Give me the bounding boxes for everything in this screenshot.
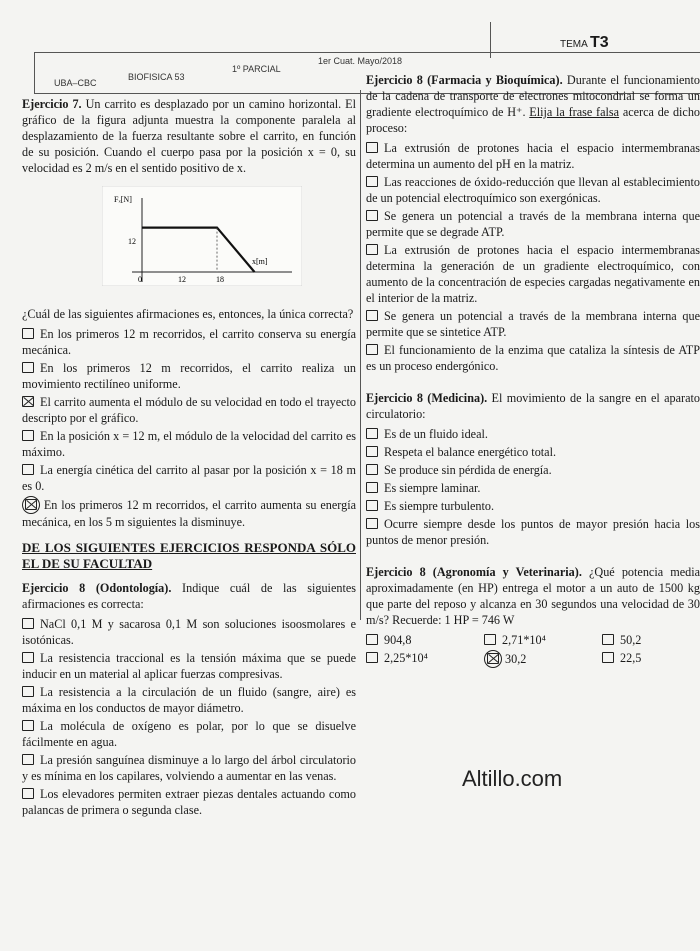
spacer [366, 376, 700, 390]
ex7-question: ¿Cuál de las siguientes afirmaciones es, entonces, la única correcta? [22, 307, 354, 321]
farmacia-option[interactable]: Se genera un potencial a través de la membrana interna que permite que se degrade ATP. [366, 209, 700, 239]
checkbox-icon[interactable] [22, 754, 34, 765]
x-tick-label-1: 12 [178, 275, 186, 284]
agro-statement: Ejercicio 8 (Agronomía y Veterinaria). ¿Qué potencia media aproximadamente (en HP) entrega el motor a un auto de 1500 kg que parte del reposo y alcanza en 30 segundos una velocidad de 30 m/s? Recuerde: 1 HP = 746 W [366, 565, 700, 627]
medicina-option[interactable]: Respeta el balance energético total. [366, 444, 700, 460]
medicina-option[interactable]: Ocurre siempre desde los puntos de mayor presión hacia los puntos de menor presión. [366, 517, 700, 547]
checkbox-icon[interactable] [366, 482, 378, 493]
header-term: 1er Cuat. Mayo/2018 [318, 56, 403, 66]
ex7-option[interactable]: La energía cinética del carrito al pasar por la posición x = 18 m es 0. [22, 463, 356, 493]
checkbox-icon[interactable] [602, 652, 614, 663]
odonto-option[interactable]: La resistencia a la circulación de un fluido (sangre, aire) es máxima en los conductos de mayor diámetro. [22, 685, 356, 715]
checkbox-icon[interactable] [366, 634, 378, 645]
y-axis-label: Fₓ[N] [114, 195, 132, 204]
agro-options [366, 632, 700, 668]
checked-box-icon[interactable] [22, 396, 34, 407]
chart-frame [102, 186, 302, 286]
odonto-statement: Ejercicio 8 (Odontología). Indique cuál de las siguientes afirmaciones es correcta: [22, 581, 356, 611]
checkbox-icon[interactable] [366, 500, 378, 511]
agro-option[interactable]: 50,2 [602, 632, 698, 648]
odonto-option[interactable]: La presión sanguínea disminuye a lo largo del árbol circulatorio y es mínima en los capilares, volviendo a aumentar en las venas. [22, 753, 356, 783]
checkbox-icon[interactable] [22, 686, 34, 697]
circled-mark-icon[interactable] [484, 650, 502, 668]
checkbox-icon[interactable] [366, 344, 378, 355]
medicina-option[interactable]: Se produce sin pérdida de energía. [366, 462, 700, 478]
ex7-option[interactable]: En los primeros 12 m recorridos, el carrito realiza un movimiento rectilíneo uniforme. [22, 361, 356, 391]
farmacia-options [366, 140, 700, 374]
odonto-option[interactable]: NaCl 0,1 M y sacarosa 0,1 M son soluciones isoosmolares e isotónicas. [22, 617, 356, 647]
ex7-option[interactable]: En la posición x = 12 m, el módulo de la velocidad del carrito es máximo. [22, 429, 356, 459]
odonto-options [22, 616, 356, 818]
y-tick-label: 12 [128, 237, 136, 246]
agro-option[interactable]: 22,5 [602, 650, 698, 668]
checkbox-icon[interactable] [484, 634, 496, 645]
farmacia-option[interactable]: La extrusión de protones hacia el espacio intermembranas determina la generación de un gradiente electroquímico, con aumento de la concentración de especies cargadas negativamente en el interior de la matriz. [366, 243, 700, 305]
x-tick-label-2: 18 [216, 275, 224, 284]
checkbox-icon[interactable] [602, 634, 614, 645]
odonto-option[interactable]: Los elevadores permiten extraer piezas dentales actuando como palancas de primera o segunda clase. [22, 787, 356, 817]
header-institution: UBA–CBC [54, 78, 97, 88]
x-axis-label: x[m] [252, 257, 268, 266]
ex7-statement: Ejercicio 7. Un carrito es desplazado por un camino horizontal. El gráfico de la figura adjunta muestra la componente paralela al desplazamiento de la fuerza resultante sobre el carrito, en función de su posición. Cuando el cuerpo pasa por la posición x = 0, su velocidad es 2 m/s en el sentido positivo de x. [22, 97, 356, 175]
medicina-statement: Ejercicio 8 (Medicina). El movimiento de la sangre en el aparato circulatorio: [366, 391, 700, 421]
section-title: DE LOS SIGUIENTES EJERCICIOS RESPONDA SÓLO EL DE SU FACULTAD [22, 540, 356, 571]
checkbox-icon[interactable] [22, 362, 34, 373]
checkbox-icon[interactable] [366, 310, 378, 321]
checkbox-icon[interactable] [22, 430, 34, 441]
circled-mark-icon[interactable] [22, 496, 40, 514]
x-tick-label-0: 0 [138, 275, 142, 284]
medicina-option[interactable]: Es siempre laminar. [366, 480, 700, 496]
checkbox-icon[interactable] [22, 618, 34, 629]
tema-label: TEMA T3 [560, 34, 609, 51]
checked-box-icon[interactable] [25, 499, 37, 510]
agro-option[interactable]: 904,8 [366, 632, 484, 648]
medicina-option[interactable]: Es siempre turbulento. [366, 498, 700, 514]
header-exam: 1º PARCIAL [232, 64, 281, 74]
farmacia-option[interactable]: Se genera un potencial a través de la membrana interna que permite que se sintetice ATP. [366, 309, 700, 339]
checkbox-icon[interactable] [366, 142, 378, 153]
ex7-option[interactable]: En los primeros 12 m recorridos, el carrito aumenta su energía mecánica, en los 5 m siguientes la disminuye. [22, 498, 356, 529]
checkbox-icon[interactable] [366, 518, 378, 529]
farmacia-option[interactable]: La extrusión de protones hacia el espacio intermembranas determina un aumento del pH en la matriz. [366, 141, 700, 171]
farmacia-statement: Ejercicio 8 (Farmacia y Bioquímica). Durante el funcionamiento de la cadena de transporte de electrones mitocondrial se forma un gradiente electroquímico de H⁺. Elija la frase falsa acerca de dicho proceso: [366, 73, 700, 135]
ex7-option[interactable]: En los primeros 12 m recorridos, el carrito conserva su energía mecánica. [22, 327, 356, 357]
checkbox-icon[interactable] [366, 428, 378, 439]
checkbox-icon[interactable] [366, 176, 378, 187]
checkbox-icon[interactable] [22, 720, 34, 731]
checkbox-icon[interactable] [22, 464, 34, 475]
agro-option[interactable]: 2,71*10⁴ [484, 632, 602, 648]
ex7-options [22, 326, 356, 530]
medicina-option[interactable]: Es de un fluido ideal. [366, 426, 700, 442]
spacer [366, 550, 700, 564]
checkbox-icon[interactable] [22, 652, 34, 663]
checkbox-icon[interactable] [22, 788, 34, 799]
watermark: Altillo.com [462, 766, 563, 791]
odonto-option[interactable]: La molécula de oxígeno es polar, por lo que se disuelve fácilmente en agua. [22, 719, 356, 749]
column-divider [360, 90, 361, 620]
checkbox-icon[interactable] [366, 446, 378, 457]
checkbox-icon[interactable] [22, 328, 34, 339]
right-column [366, 72, 700, 668]
checkbox-icon[interactable] [366, 652, 378, 663]
checkbox-icon[interactable] [366, 210, 378, 221]
medicina-options [366, 426, 700, 548]
force-position-chart [102, 186, 302, 286]
farmacia-option[interactable]: El funcionamiento de la enzima que cataliza la síntesis de ATP es un proceso endergónico. [366, 343, 700, 373]
header-subject: BIOFISICA 53 [128, 72, 185, 82]
checkbox-icon[interactable] [366, 464, 378, 475]
odonto-option[interactable]: La resistencia traccional es la tensión máxima que se puede inducir en un material al aplicar fuerzas compresivas. [22, 651, 356, 681]
checkbox-icon[interactable] [366, 244, 378, 255]
agro-option[interactable]: 30,2 [484, 650, 602, 668]
left-column [22, 96, 356, 820]
agro-option[interactable]: 2,25*10⁴ [366, 650, 484, 668]
ex7-option[interactable]: El carrito aumenta el módulo de su velocidad en todo el trayecto descripto por el gráfico. [22, 395, 356, 425]
checked-box-icon[interactable] [487, 653, 499, 664]
farmacia-option[interactable]: Las reacciones de óxido-reducción que llevan al establecimiento de un potencial electroquímico son exergónicas. [366, 175, 700, 205]
